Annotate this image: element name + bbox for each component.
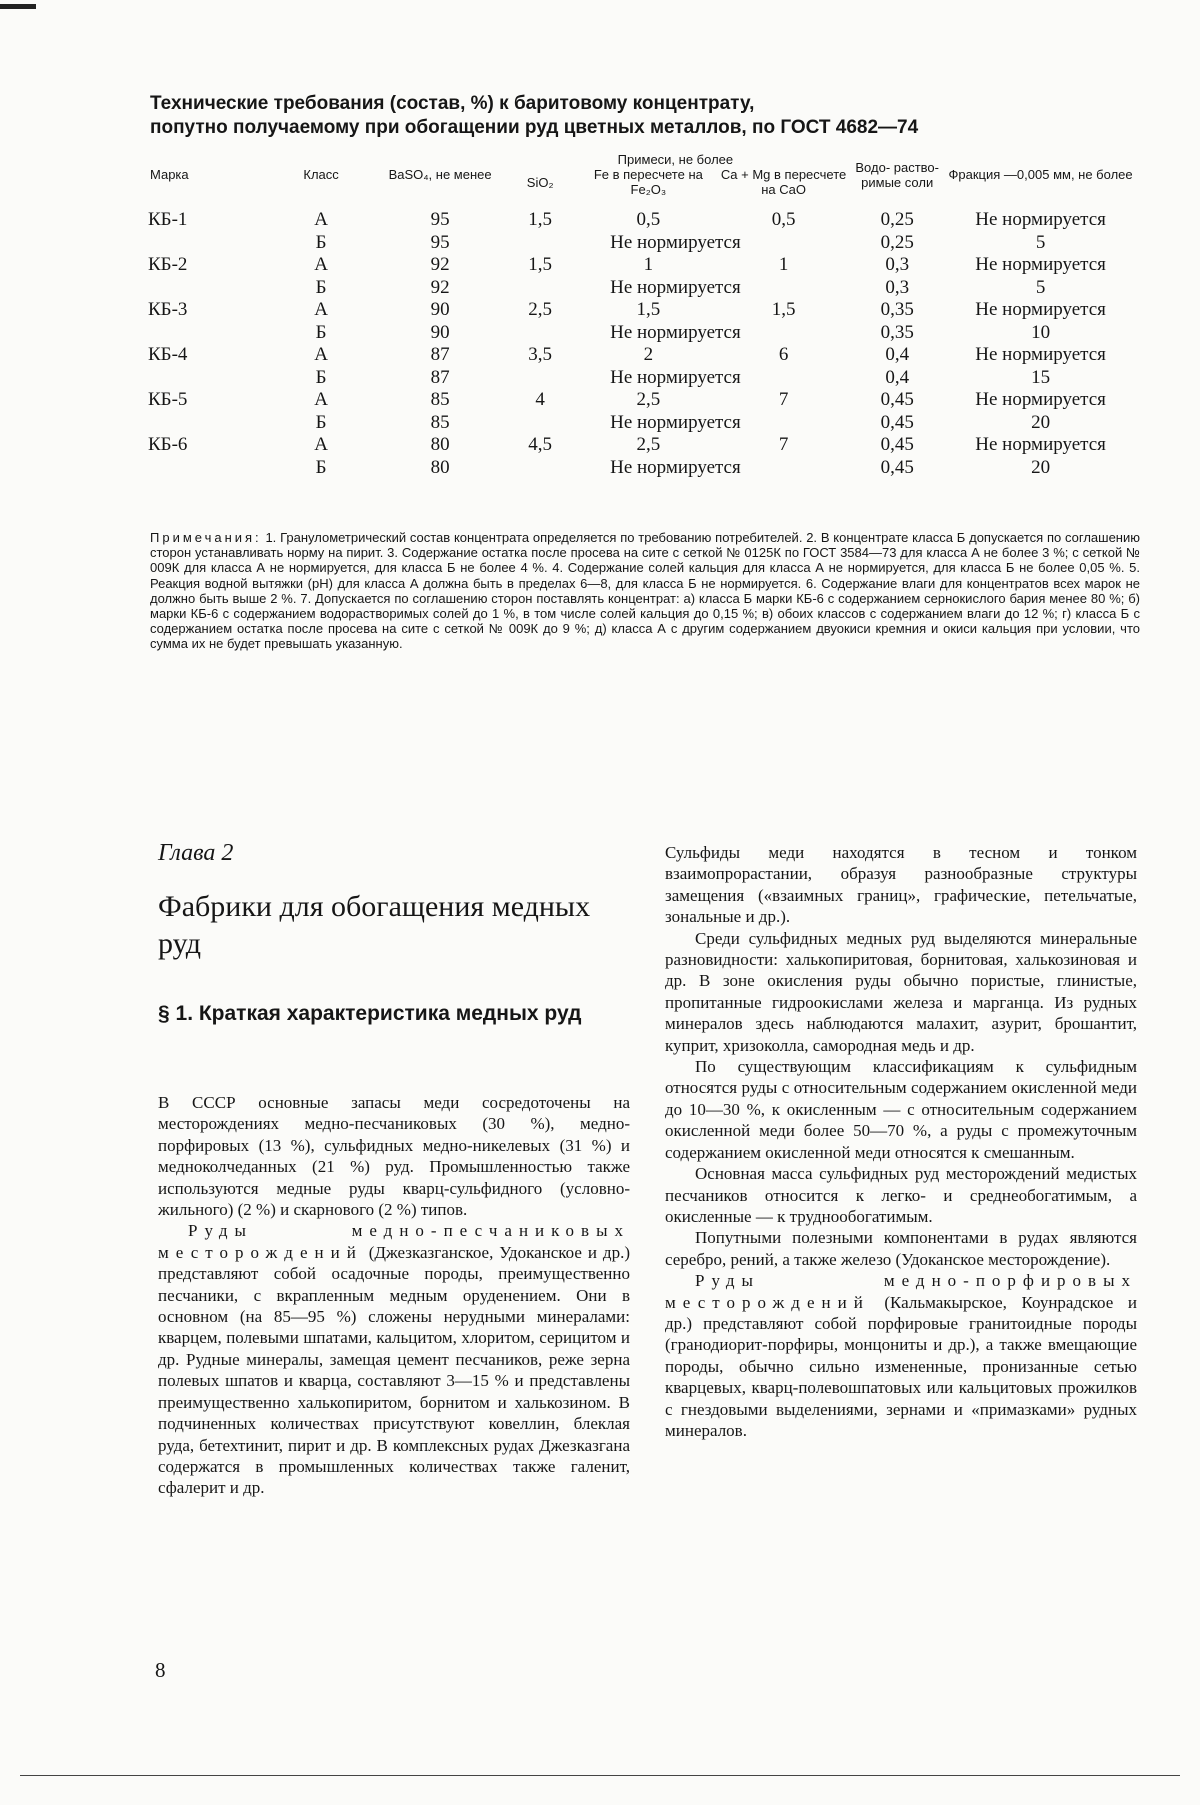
table-row xyxy=(148,322,1138,345)
cell-class: Б xyxy=(315,231,327,253)
table-row xyxy=(148,254,1138,277)
table-row xyxy=(148,344,1138,367)
cell-grade xyxy=(148,277,262,300)
cell-grade: КБ-5 xyxy=(148,389,188,410)
cell-grade xyxy=(148,457,262,480)
section-title: § 1. Краткая характеристика медных руд xyxy=(158,1002,582,1025)
cell-baso4: 80 xyxy=(430,434,450,455)
cell-ca-mg: 0,5 xyxy=(771,209,796,230)
cell-class: Б xyxy=(315,456,327,478)
cell-baso4: 87 xyxy=(430,366,450,388)
header-grade: Марка xyxy=(150,167,189,182)
cell-ca-mg: 6 xyxy=(778,344,789,365)
paragraph-text: (Джезказганское, Удоканское и др.) представляют собой осадочные породы, преимущественно песчаники, с вкрапленным медным оруденением. Они в основном (на 85—95 %) сложены нерудными минералами: кварцем, полевыми шпатами, кальцитом, хлоритом, серицитом и др. Рудные минералы, замещая цемент песчаников, реже зерна полевых шпатов и кварца, составляют 3—15 % и представлены преимущественно халькопиритом, борнитом и халькозином. В подчиненных количествах присутствуют ковеллин, блеклая руда, бетехтинит, пирит и др. В комплексных рудах Джезказгана содержатся в промышленных количествах также галенит, сфалерит и др. xyxy=(158,1242,630,1498)
header-class: Класс xyxy=(303,167,339,182)
notes-text: 1. Гранулометрический состав концентрата определяется по требованию потребителей. 2. В концентрате класса Б допускается по соглашению сторон устанавливать норму на пирит. 3. Содержание остатка после просева на сите с сеткой № 0125К по ГОСТ 3584—73 для класса А не более 3 %; с сеткой № 009К для класса А не нормируется, для класса Б не более 4 %. 4. Содержание солей кальция для класса А не нормируется, для класса Б не более 0,05 %. 5. Реакция водной вытяжки (pH) для класса А должна быть в пределах 6—8, для класса Б не нормируется. 6. Содержание влаги для концентратов всех марок не должно быть выше 2 %. 7. Допускается по соглашению сторон поставлять концентрат: а) класса Б марки КБ-6 с содержанием сернокислого бария менее 80 %; б) марки КБ-6 с содержанием водорастворимых солей до 1 %, в том числе солей кальция до 0,15 %; в) обоих классов с содержанием влаги до 12 %; г) класса Б с содержанием остатка после просева на сите с сеткой № 009К до 9 %; д) класса А с другим содержанием двуокиси кремния и окиси кальция при условии, что сумма их не будет превышать указанную. xyxy=(150,530,1140,652)
cell-fraction: 5 xyxy=(1035,231,1046,253)
cell-baso4: 87 xyxy=(430,344,450,365)
header-impurities: Примеси, не более xyxy=(617,152,734,167)
spaced-term: Руды медно-порфировых месторождений xyxy=(665,1271,1137,1312)
header-sio2: SiO₂ xyxy=(526,174,554,190)
cell-impurities-merged: Не нормируется xyxy=(610,456,741,478)
cell-grade xyxy=(148,412,262,435)
paragraph-text: (Кальмакырское, Коунрадское и др.) представляют собой порфировые гранитоидные породы (гранодиорит-порфиры, монцониты и др.), а также вмещающие породы, обычно сильно измененные, пронизанные сетью кварцевых, кварц-полевошпатовых или кальцитовых прожилков с гнездовыми выделениями, зернами и «примазками» рудных минералов. xyxy=(665,1292,1137,1440)
header-fraction: Фракция —0,005 мм, не более xyxy=(948,167,1133,182)
cell-baso4: 85 xyxy=(430,389,450,410)
cell-grade: КБ-4 xyxy=(148,344,188,365)
cell-class: Б xyxy=(315,366,327,388)
cell-class: А xyxy=(314,344,328,365)
cell-impurities-merged: Не нормируется xyxy=(610,321,741,343)
table-title-line-2: попутно получаемому при обогащении руд цветных металлов, по ГОСТ 4682—74 xyxy=(150,117,919,138)
cell-baso4: 90 xyxy=(430,321,450,343)
cell-sio2: 3,5 xyxy=(528,344,553,365)
cell-salts: 0,45 xyxy=(880,456,914,478)
header-fe: Fe в пересчете на Fe₂O₃ xyxy=(593,167,703,197)
cell-salts: 0,45 xyxy=(880,389,914,410)
cell-fe: 2 xyxy=(643,344,654,365)
cell-baso4: 90 xyxy=(430,299,450,320)
cell-ca-mg: 7 xyxy=(778,434,789,455)
cell-sio2: 4 xyxy=(535,389,545,410)
chapter-label: Глава 2 xyxy=(158,840,234,866)
paragraph: Среди сульфидных медных руд выделяются минеральные разновидности: халькопиритовая, борнитовая, халькозиновая и др. В зоне окисления руды обычно пористые, глинистые, пропитанные гидроокислами железа и марганца. Из рудных минералов здесь наблюдаются малахит, азурит, брошантит, куприт, хризоколла, самородная медь и др. xyxy=(665,928,1137,1055)
cell-class: А xyxy=(314,254,328,275)
paragraph xyxy=(158,1220,630,1498)
cell-baso4: 95 xyxy=(430,231,450,253)
header-ca-mg: Ca + Mg в пересчете на CaO xyxy=(720,167,847,197)
cell-grade xyxy=(148,232,262,255)
cell-class: Б xyxy=(315,321,327,343)
scan-bottom-edge xyxy=(20,1775,1180,1776)
cell-salts: 0,25 xyxy=(880,209,914,230)
cell-fraction: 10 xyxy=(1031,321,1051,343)
cell-grade xyxy=(148,367,262,390)
table-row xyxy=(148,232,1138,255)
cell-impurities-merged: Не нормируется xyxy=(610,411,741,433)
cell-baso4: 95 xyxy=(430,209,450,230)
table-title-line-1: Технические требования (состав, %) к баритовому концентрату, xyxy=(150,93,755,114)
cell-salts: 0,4 xyxy=(885,344,910,365)
paragraph: В СССР основные запасы меди сосредоточены на месторождениях медно-песчаниковых (30 %), медно-порфировых (13 %), сульфидных медно-никелевых (31 %) и медноколчеданных (21 %) руд. Промышленностью также используются медные руды кварц-сульфидного (условно-жильного) (2 %) и скарнового (2 %) типов. xyxy=(158,1093,630,1220)
scan-corner-mark xyxy=(0,4,36,9)
table-row xyxy=(148,367,1138,390)
cell-ca-mg: 1 xyxy=(778,254,789,275)
cell-sio2: 1,5 xyxy=(528,209,553,230)
cell-grade: КБ-3 xyxy=(148,299,188,320)
cell-salts: 0,25 xyxy=(880,231,914,253)
cell-fraction: 5 xyxy=(1035,276,1046,298)
paragraph: Попутными полезными компонентами в рудах являются серебро, рений, а также железо (Удоканское месторождение). xyxy=(665,1228,1137,1269)
paragraph: По существующим классификациям к сульфидным относятся руды с относительным содержанием окисленной меди до 10—30 %, к окисленным — с относительным содержанием окисленной меди более 50—70 %, а руды с промежуточным содержанием окисленной меди относятся к смешанным. xyxy=(665,1057,1137,1162)
cell-grade xyxy=(148,322,262,345)
cell-fraction: Не нормируется xyxy=(975,434,1106,455)
cell-salts: 0,4 xyxy=(885,366,910,388)
table-row xyxy=(148,209,1138,232)
table-row xyxy=(148,412,1138,435)
cell-fe: 2,5 xyxy=(636,434,661,455)
cell-salts: 0,3 xyxy=(885,254,910,275)
cell-salts: 0,35 xyxy=(880,321,914,343)
cell-fe: 0,5 xyxy=(636,209,661,230)
cell-ca-mg: 1,5 xyxy=(771,299,796,320)
cell-impurities-merged: Не нормируется xyxy=(610,276,741,298)
cell-impurities-merged: Не нормируется xyxy=(610,366,741,388)
cell-sio2: 2,5 xyxy=(528,299,553,320)
right-text-column xyxy=(665,842,1137,1441)
cell-grade: КБ-1 xyxy=(148,209,188,230)
table-row xyxy=(148,299,1138,322)
paragraph: Сульфиды меди находятся в тесном и тонком взаимопрорастании, образуя разнообразные структуры замещения («взаимных границ», графические, петельчатые, зональные и др.). xyxy=(665,843,1137,927)
table-row xyxy=(148,434,1138,457)
table-row xyxy=(148,389,1138,412)
cell-fraction: 15 xyxy=(1031,366,1051,388)
cell-baso4: 92 xyxy=(430,254,450,275)
cell-class: А xyxy=(314,209,328,230)
cell-salts: 0,45 xyxy=(880,434,914,455)
cell-ca-mg: 7 xyxy=(778,389,789,410)
cell-baso4: 80 xyxy=(430,456,450,478)
cell-fe: 2,5 xyxy=(636,389,661,410)
header-water-salts: Водо- раство- римые соли xyxy=(855,159,939,190)
header-baso4: BaSO₄, не менее xyxy=(388,167,492,182)
paragraph xyxy=(665,1270,1137,1441)
cell-salts: 0,3 xyxy=(885,276,910,298)
cell-class: А xyxy=(314,389,328,410)
cell-baso4: 85 xyxy=(430,411,450,433)
notes-label: Примечания: xyxy=(150,530,262,545)
cell-fraction: Не нормируется xyxy=(975,344,1106,365)
paragraph: Основная масса сульфидных руд месторождений медистых песчаников относится к легко- и среднеобогатимым, а окисленные — к труднообогатимым. xyxy=(665,1164,1137,1226)
cell-salts: 0,45 xyxy=(880,411,914,433)
cell-fraction: 20 xyxy=(1031,411,1051,433)
cell-baso4: 92 xyxy=(430,276,450,298)
cell-class: А xyxy=(314,299,328,320)
cell-class: Б xyxy=(315,411,327,433)
table-title xyxy=(150,92,1070,140)
spaced-term: Руды медно-песчаниковых месторождений xyxy=(158,1221,630,1262)
cell-sio2: 4,5 xyxy=(528,434,553,455)
cell-grade: КБ-2 xyxy=(148,254,188,275)
cell-fraction: Не нормируется xyxy=(975,209,1106,230)
chapter-title: Фабрики для обогащения медных руд xyxy=(158,890,591,960)
table-row xyxy=(148,277,1138,300)
barite-requirements-table xyxy=(148,152,1138,479)
cell-class: Б xyxy=(315,276,327,298)
cell-fraction: 20 xyxy=(1031,456,1051,478)
cell-fe: 1,5 xyxy=(636,299,661,320)
cell-impurities-merged: Не нормируется xyxy=(610,231,741,253)
cell-fraction: Не нормируется xyxy=(975,389,1106,410)
cell-salts: 0,35 xyxy=(880,299,914,320)
cell-sio2: 1,5 xyxy=(528,254,553,275)
cell-fe: 1 xyxy=(643,254,654,275)
table-notes xyxy=(150,530,1140,652)
cell-class: А xyxy=(314,434,328,455)
cell-grade: КБ-6 xyxy=(148,434,188,455)
cell-fraction: Не нормируется xyxy=(975,254,1106,275)
cell-fraction: Не нормируется xyxy=(975,299,1106,320)
left-text-column xyxy=(158,1092,630,1499)
page-number: 8 xyxy=(155,1658,166,1682)
table-row xyxy=(148,457,1138,480)
